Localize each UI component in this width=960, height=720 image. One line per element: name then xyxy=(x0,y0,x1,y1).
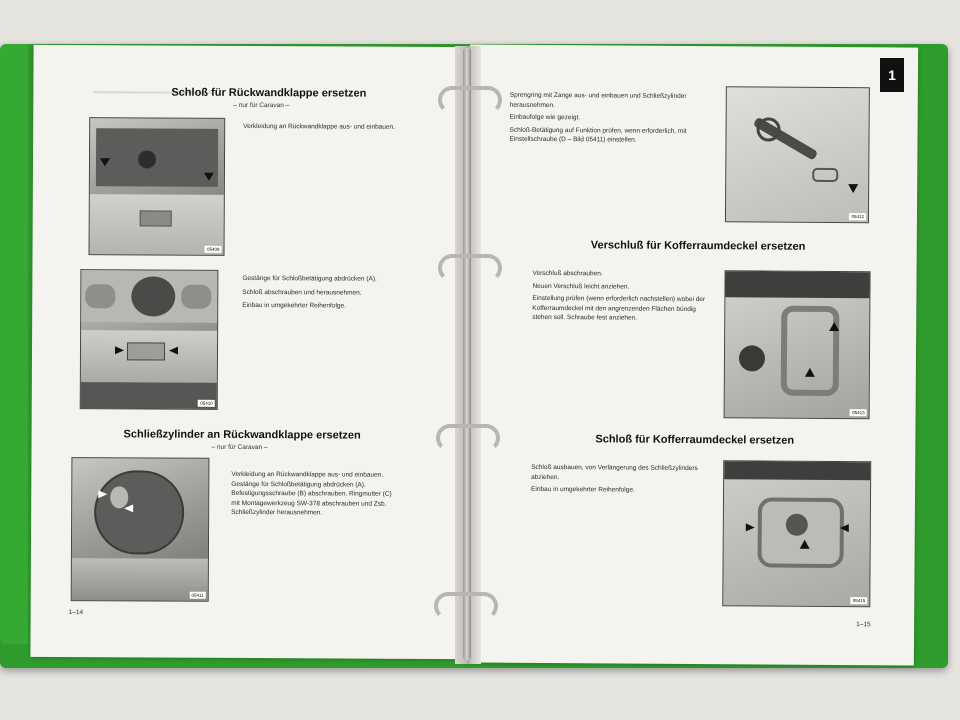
step-list xyxy=(242,274,418,312)
step-list xyxy=(532,269,712,324)
section-subtitle: – nur für Caravan – xyxy=(211,443,268,452)
page-number: 1–14 xyxy=(68,609,84,617)
binder-ring xyxy=(438,86,502,114)
section-subtitle: – nur für Caravan – xyxy=(233,101,290,110)
photo-number: 05410 xyxy=(198,400,215,407)
photo-tailgate-trim xyxy=(89,117,226,256)
photo-trunk-lock xyxy=(722,460,871,607)
step-line: Schloß-Betätigung auf Funktion prüfen, wenn erforderlich, mit Einstellschraube (D – Bild 05411) einstellen. xyxy=(509,126,687,144)
intro-list xyxy=(509,91,705,146)
step-line: Einbau in umgekehrter Reihenfolge. xyxy=(531,486,635,494)
left-page xyxy=(30,45,469,659)
section-title: Schließzylinder an Rückwandklappe ersetzen xyxy=(123,428,361,442)
step-line: Neuen Verschluß leicht anziehen. xyxy=(532,282,630,291)
binder-spine xyxy=(463,48,471,660)
step-line: Gestänge für Schloßbetätigung abdrücken (A). xyxy=(242,274,377,283)
binder-ring xyxy=(438,254,502,282)
step-list xyxy=(531,463,701,496)
step-line: Einstellung prüfen (wenn erforderlich nachstellen) wobei der Kofferraumdeckel mit den angrenzenden Flächen bündig stehen soll. Schraube fest anziehen. xyxy=(532,295,706,322)
photo-number: 05412 xyxy=(849,213,866,220)
binder-edge xyxy=(0,44,28,644)
step-line: Schloß ausbauen, von Verlängerung des Schließzylinders abziehen. xyxy=(531,463,698,481)
step-line: Verschluß abschrauben. xyxy=(532,269,603,278)
binder-ring xyxy=(434,592,498,620)
photo-number: 05415 xyxy=(851,597,868,604)
section-title: Schloß für Rückwandklappe ersetzen xyxy=(171,86,367,100)
photo-lock-cylinder xyxy=(71,457,210,602)
step-line: Schloß abschrauben und herausnehmen. xyxy=(242,288,362,297)
photo-lock-linkage xyxy=(80,269,219,410)
binder-ring xyxy=(436,424,500,452)
step-text: Verkleidung an Rückwandklappe aus- und einbauen. Gestänge für Schloßbetätigung abdrücken (A). Befestigungsschraube (B) abschrauben. Ringmutter (C) mit Montagewerkzeug SW-378 abschrauben und Zsb. Schließzylinder herausnehmen. xyxy=(231,470,392,517)
step-line: Einbaufolge wie gezeigt. xyxy=(509,113,581,122)
photo-lock-cylinder-parts xyxy=(725,86,870,223)
section-title: Verschluß für Kofferraumdeckel ersetzen xyxy=(590,239,806,253)
step-line: Sprengring mit Zange aus- und einbauen und Schließzylinder herausnehmen. xyxy=(509,91,687,109)
section-title: Schloß für Kofferraumdeckel ersetzen xyxy=(595,433,795,447)
photo-number: 05409 xyxy=(205,246,222,253)
photo-number: 05413 xyxy=(850,409,867,416)
chapter-tab: 1 xyxy=(880,58,904,92)
step-text: Verkleidung an Rückwandklappe aus- und einbauen. xyxy=(243,122,395,131)
photo-trunk-latch xyxy=(724,270,871,419)
step-line: Einbau in umgekehrter Reihenfolge. xyxy=(242,302,346,310)
right-page xyxy=(466,44,918,665)
page-number: 1–15 xyxy=(856,621,871,629)
photo-number: 05411 xyxy=(190,592,206,599)
